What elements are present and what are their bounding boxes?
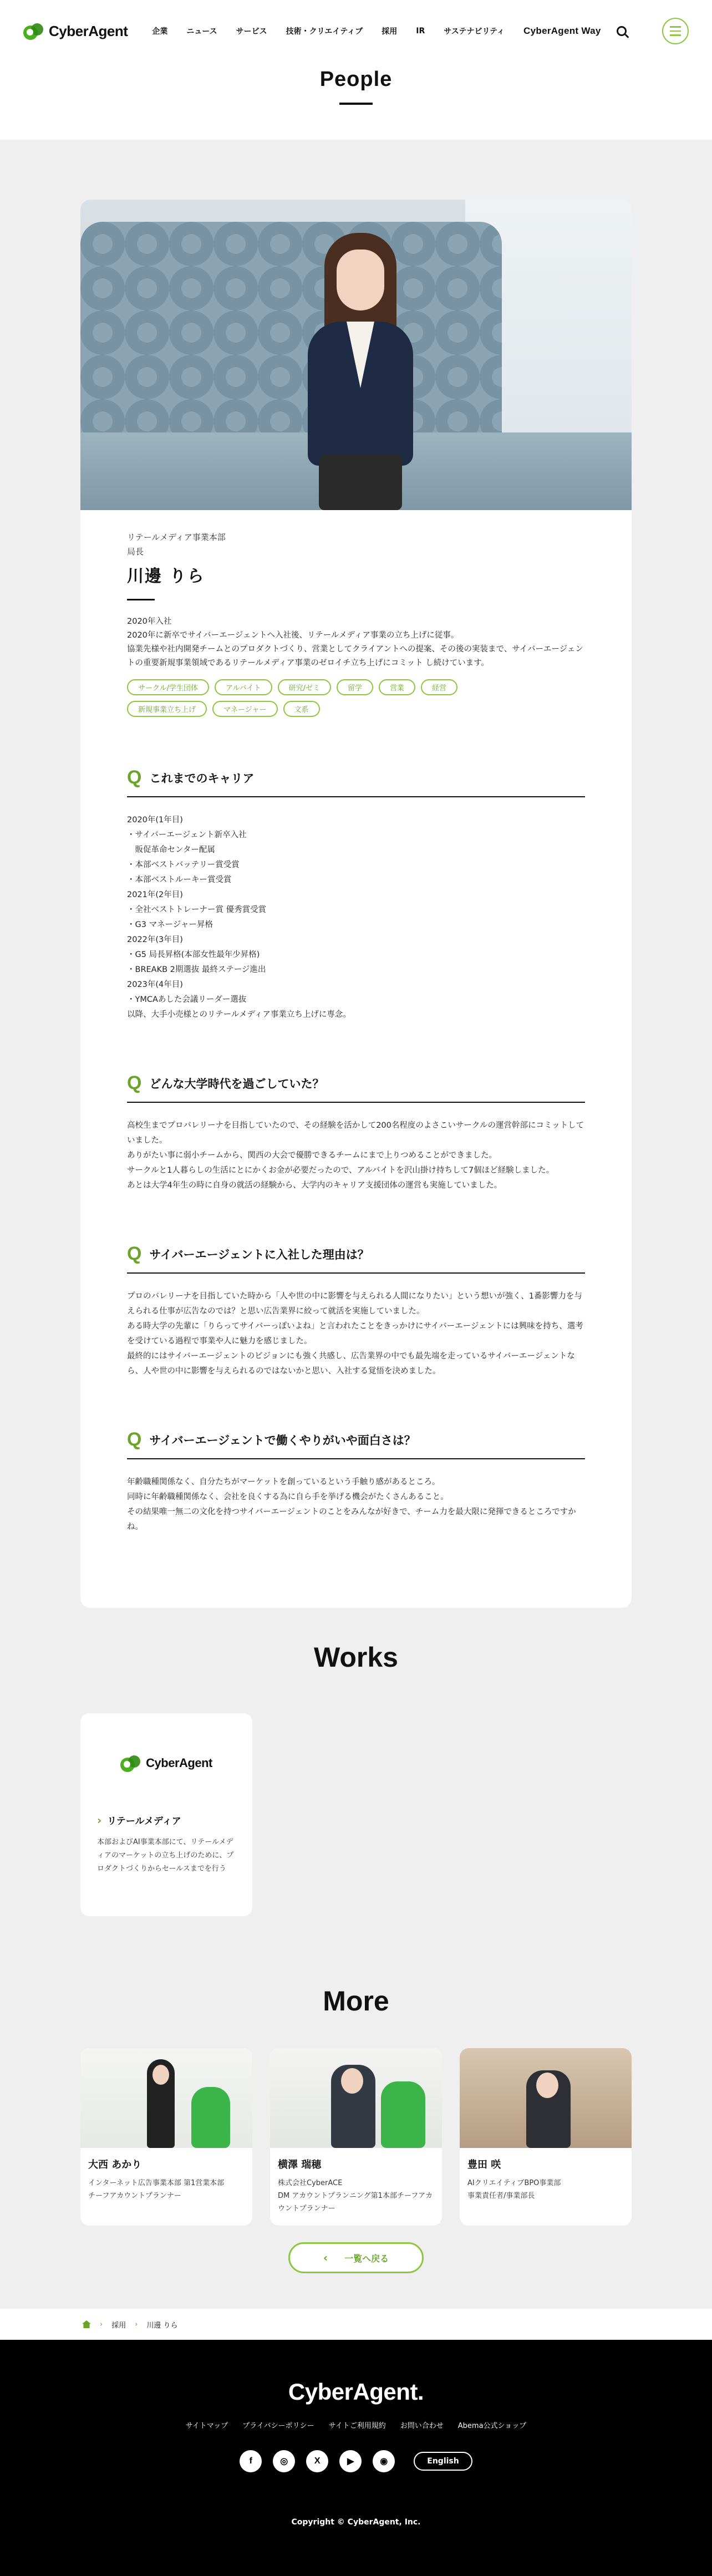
breadcrumb-current: 川邊 りら	[146, 2321, 178, 2330]
qa-section	[127, 1429, 585, 1535]
tag[interactable]: 新規事業立ち上げ	[127, 701, 207, 717]
back-to-list-label: 一覧へ戻る	[344, 2253, 389, 2264]
q-mark-icon: Q	[127, 1429, 142, 1450]
nav-item-sustainability[interactable]: サステナビリティ	[444, 27, 505, 36]
youtube-icon[interactable]: ▶	[339, 2450, 362, 2472]
nav-item-company[interactable]: 企業	[152, 27, 168, 36]
profile-position: 局長	[127, 547, 144, 557]
nav-item-service[interactable]: サービス	[236, 27, 267, 36]
person-name: 大西 あかり	[88, 2159, 142, 2171]
person-info: インターネット広告事業本部 第1営業本部 チーフアカウントプランナー	[88, 2179, 225, 2200]
facebook-icon[interactable]: f	[240, 2450, 262, 2472]
answer-text: 2020年(1年目) ・サイバーエージェント新卒入社 販促革命センター配属 ・本部ベストバッテリー賞受賞 ・本部ベストルーキー賞受賞 2021年(2年目) ・全社ベストトレーナー賞 優秀賞受賞 ・G3 マネージャー昇格 2022年(3年目) ・G5 局長昇格(本部女性最年少昇格) ・BREAKB 2期選抜 最終ステージ進出 2023年(4年目) ・YMCAあした会議リーダー選抜 以降、大手小売様とのリテールメディア事業立ち上げに専念。	[127, 816, 351, 1019]
intro-line: 2020年入社	[127, 617, 172, 626]
name-underline	[127, 599, 155, 600]
logo-mark-icon	[120, 1754, 143, 1772]
person-photo	[270, 2048, 442, 2148]
intro-line: 協業先様や社内開発チームとのプロダクトづくり、営業としてクライアントへの提案、その後の実装まで、サイバーエージェントの重要新規事業領域であるリテールメディア事業のゼロイチ立ち上げにコミット し続けています。	[127, 645, 583, 668]
qa-section	[127, 767, 585, 1022]
tag[interactable]: 留学	[337, 679, 373, 695]
page-title-block	[0, 62, 712, 140]
tag-list	[127, 679, 515, 717]
title-underline	[339, 103, 373, 105]
question-heading	[127, 1429, 585, 1459]
tag[interactable]: 営業	[379, 679, 415, 695]
question-text: サイバーエージェントで働くやりがいや面白さは？	[149, 1433, 416, 1447]
tag[interactable]: 経営	[421, 679, 457, 695]
question-text: どんな大学時代を過ごしていた？	[149, 1077, 324, 1091]
person-photo	[80, 2048, 252, 2148]
footer-link-privacy[interactable]: プライバシーポリシー	[242, 2422, 314, 2430]
person-info: AIクリエイティブBPO事業部 事業責任者/事業部長	[467, 2179, 561, 2200]
answer-text: 年齢職種関係なく、自分たちがマーケットを創っているという手触り感があるところ。 同時に年齢職種関係なく、会社を良くする為に自ら手を挙げる機会がたくさんあること。 その結果唯一無二の文化を持つサイバーエージェントのことをみんなが好きで、チーム力を最大限に発揮できるところですかね。	[127, 1478, 576, 1531]
intro-line: 2020年に新卒でサイバーエージェントへ入社後、リテールメディア事業の立ち上げに従事。	[127, 631, 459, 640]
page-title: People	[319, 68, 393, 91]
site-footer	[0, 2340, 712, 2576]
chevron-right-icon: ›	[135, 2320, 138, 2329]
profile-photo	[80, 200, 632, 510]
nav-item-ir[interactable]: IR	[416, 27, 425, 35]
answer-text: 高校生までプロバレリーナを目指していたので、その経験を活かして200名程度のよさこいサークルの運営幹部にコミットしていました。 ありがたい事に弱小チームから、関西の大会で優勝できるチームにまで上りつめることができました。 サークルと1人暮らしの生活にとにかくお金が必要だったので、アルバイトを沢山掛け持ちして7個ほど経験しました。 あとは大学4年生の時に自身の就活の経験から、大学内のキャリア支援団体の運営も実施していました。	[127, 1121, 584, 1190]
line-icon[interactable]: ◉	[373, 2450, 395, 2472]
chevron-right-icon: ›	[97, 1813, 102, 1827]
more-person-card[interactable]	[80, 2048, 252, 2226]
question-heading	[127, 1243, 585, 1274]
home-icon[interactable]	[82, 2320, 91, 2328]
works-heading: Works	[314, 1642, 398, 1673]
person-photo	[460, 2048, 632, 2148]
logo-text: CyberAgent	[49, 22, 128, 39]
x-icon[interactable]: X	[306, 2450, 328, 2472]
hamburger-icon	[670, 26, 681, 28]
footer-link-contact[interactable]: お問い合わせ	[400, 2422, 444, 2430]
copyright: Copyright © CyberAgent, Inc.	[291, 2518, 421, 2527]
profile-card	[80, 200, 632, 1608]
tag[interactable]: サークル/学生団体	[127, 679, 209, 695]
work-logo	[80, 1713, 252, 1813]
breadcrumb	[0, 2309, 712, 2340]
cyberagent-logo[interactable]	[23, 22, 128, 40]
person-info: 株式会社CyberACE DM アカウントプランニング第1本部チーフアカウントプランナー	[278, 2179, 433, 2213]
work-card[interactable]	[80, 1713, 252, 1916]
q-mark-icon: Q	[127, 1243, 142, 1264]
tag[interactable]: 研究/ゼミ	[278, 679, 331, 695]
tag[interactable]: 文系	[283, 701, 320, 717]
question-heading	[127, 767, 585, 797]
back-to-list-button[interactable]	[288, 2242, 424, 2273]
question-heading	[127, 1072, 585, 1103]
work-title-text: リテールメディア	[107, 1816, 181, 1827]
nav-item-recruit[interactable]: 採用	[382, 27, 398, 36]
site-header	[0, 0, 712, 62]
more-person-card[interactable]	[270, 2048, 442, 2226]
nav-item-news[interactable]: ニュース	[186, 27, 217, 36]
english-button[interactable]: English	[414, 2452, 472, 2471]
logo-mark-icon	[23, 22, 45, 40]
profile-name: 川邊 りら	[127, 567, 205, 586]
more-person-card[interactable]	[460, 2048, 632, 2226]
q-mark-icon: Q	[127, 767, 142, 788]
chevron-left-icon: ‹	[323, 2251, 328, 2264]
footer-link-sitemap[interactable]: サイトマップ	[185, 2422, 228, 2430]
footer-link-shop[interactable]: Abema公式ショップ	[457, 2422, 527, 2430]
nav-item-tech[interactable]: 技術・クリエイティブ	[286, 27, 363, 36]
work-title[interactable]	[80, 1813, 252, 1827]
work-logo-text: CyberAgent	[146, 1756, 212, 1770]
search-icon[interactable]	[617, 26, 627, 36]
person-name: 横澤 瑞穂	[278, 2159, 322, 2171]
profile-department: リテールメディア事業本部	[127, 532, 226, 542]
question-text: これまでのキャリア	[149, 771, 255, 785]
nav-item-cyberagent-way[interactable]: CyberAgent Way	[523, 26, 601, 36]
chevron-right-icon: ›	[100, 2320, 103, 2329]
tag[interactable]: マネージャー	[212, 701, 277, 717]
q-mark-icon: Q	[127, 1072, 142, 1093]
person-name: 豊田 咲	[467, 2159, 501, 2171]
breadcrumb-item[interactable]: 採用	[111, 2321, 126, 2330]
footer-links	[0, 2420, 712, 2430]
footer-logo[interactable]: CyberAgent.	[288, 2379, 424, 2405]
question-text: サイバーエージェントに入社した理由は？	[149, 1248, 369, 1261]
global-nav	[152, 26, 601, 37]
social-links	[0, 2450, 712, 2472]
more-heading: More	[323, 1986, 389, 2017]
qa-section	[127, 1243, 585, 1379]
answer-text: プロのバレリーナを目指していた時から「人や世の中に影響を与えられる人間になりたい」という想いが強く、1番影響力を与えられる仕事が広告なのでは？と思い広告業界に絞って就活を実施していました。 ある時大学の先輩に「りらってサイバーっぽいよね」と言われたことをきっかけにサイバーエージェントには興味を持ち、選考を受けている過程で事業や人に魅力を感じました。 最終的にはサイバーエージェントのビジョンにも強く共感し、広告業界の中でも最先端を走っているサイバーエージェントなら、人や世の中に影響を与えられるのではないかと思い、入社する覚悟を決めました。	[127, 1292, 583, 1376]
menu-button[interactable]	[662, 18, 689, 44]
tag[interactable]: アルバイト	[215, 679, 272, 695]
work-description: 本部およびAI事業本部にて、リテールメディアのマーケットの立ち上げのために、プロダクトづくりからセールスまでを行う	[97, 1838, 234, 1873]
footer-link-terms[interactable]: サイトご利用規約	[328, 2422, 386, 2430]
instagram-icon[interactable]: ◎	[273, 2450, 295, 2472]
qa-section	[127, 1072, 585, 1193]
profile-intro	[127, 615, 585, 670]
